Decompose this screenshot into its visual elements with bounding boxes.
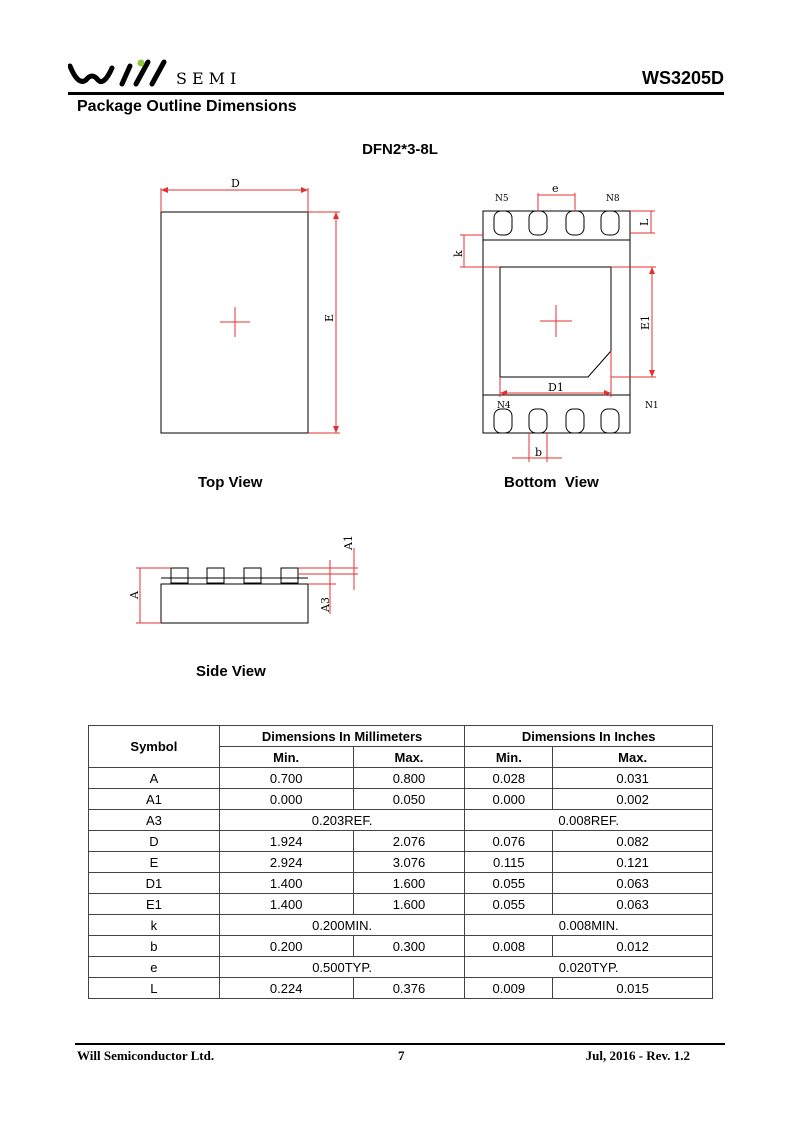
dim-label-b: b [535, 446, 543, 459]
dim-label-D: D [231, 177, 240, 190]
cell-in-min: 0.076 [465, 831, 553, 852]
dim-label-E: E [323, 313, 336, 322]
dim-label-L: L [638, 218, 651, 226]
cell-in-span: 0.008REF. [465, 810, 713, 831]
header-mm-min: Min. [219, 747, 353, 768]
table-row [89, 810, 713, 831]
cell-symbol: D1 [89, 873, 220, 894]
cell-in-max: 0.082 [553, 831, 713, 852]
cell-mm-span: 0.500TYP. [219, 957, 465, 978]
bottom-view-drawing [460, 193, 656, 462]
table-row [89, 768, 713, 789]
cell-mm-min: 0.200 [219, 936, 353, 957]
cell-mm-span: 0.200MIN. [219, 915, 465, 936]
cell-in-min: 0.028 [465, 768, 553, 789]
cell-in-max: 0.002 [553, 789, 713, 810]
footer-date-revision: Jul, 2016 - Rev. 1.2 [585, 1048, 690, 1063]
cell-mm-min: 1.400 [219, 873, 353, 894]
bottom-view-label: Bottom View [504, 474, 599, 491]
cell-in-min: 0.115 [465, 852, 553, 873]
dim-label-A1: A1 [342, 535, 355, 550]
cell-in-max: 0.063 [553, 894, 713, 915]
cell-mm-max: 2.076 [353, 831, 465, 852]
logo-text: SEMI [176, 69, 242, 88]
pin-label-n5: N5 [495, 194, 509, 204]
cell-in-min: 0.008 [465, 936, 553, 957]
table-row [89, 789, 713, 810]
pin-label-n1: N1 [645, 401, 659, 411]
cell-symbol: e [89, 957, 220, 978]
cell-in-max: 0.012 [553, 936, 713, 957]
pin-label-n8: N8 [606, 194, 620, 204]
cell-in-max: 0.015 [553, 978, 713, 999]
cell-mm-min: 0.224 [219, 978, 353, 999]
cell-in-max: 0.063 [553, 873, 713, 894]
table-row [89, 831, 713, 852]
cell-mm-max: 0.800 [353, 768, 465, 789]
cell-mm-min: 0.000 [219, 789, 353, 810]
cell-mm-min: 0.700 [219, 768, 353, 789]
cell-in-min: 0.055 [465, 894, 553, 915]
table-row [89, 894, 713, 915]
cell-mm-min: 2.924 [219, 852, 353, 873]
table-row [89, 957, 713, 978]
cell-in-span: 0.008MIN. [465, 915, 713, 936]
document-code: WS3205D [641, 68, 724, 88]
header-symbol: Symbol [89, 726, 220, 768]
cell-in-max: 0.121 [553, 852, 713, 873]
footer-company: Will Semiconductor Ltd. [77, 1048, 215, 1063]
section-title: Package Outline Dimensions [77, 98, 297, 115]
header-in-min: Min. [465, 747, 553, 768]
cell-mm-max: 0.050 [353, 789, 465, 810]
cell-symbol: A [89, 768, 220, 789]
cell-mm-max: 3.076 [353, 852, 465, 873]
cell-mm-max: 0.376 [353, 978, 465, 999]
package-name: DFN2*3-8L [362, 141, 438, 158]
cell-mm-max: 1.600 [353, 873, 465, 894]
cell-in-span: 0.020TYP. [465, 957, 713, 978]
header-in-max: Max. [553, 747, 713, 768]
top-view-label: Top View [198, 474, 263, 491]
cell-symbol: L [89, 978, 220, 999]
dim-label-D1: D1 [548, 381, 564, 394]
cell-symbol: A3 [89, 810, 220, 831]
header-mm: Dimensions In Millimeters [219, 726, 465, 747]
pin-label-n4: N4 [497, 401, 511, 411]
cell-mm-span: 0.203REF. [219, 810, 465, 831]
table-row [89, 873, 713, 894]
page-number: 7 [398, 1048, 405, 1063]
dim-label-A: A [128, 591, 141, 599]
side-view-label: Side View [196, 663, 266, 680]
cell-symbol: E1 [89, 894, 220, 915]
cell-mm-min: 1.924 [219, 831, 353, 852]
dimensions-table [88, 725, 713, 999]
footer-rule [75, 1043, 725, 1045]
cell-in-min: 0.055 [465, 873, 553, 894]
dim-label-A3: A3 [319, 597, 332, 612]
dim-label-E1: E1 [639, 314, 652, 330]
cell-in-max: 0.031 [553, 768, 713, 789]
cell-symbol: k [89, 915, 220, 936]
cell-in-min: 0.000 [465, 789, 553, 810]
cell-in-min: 0.009 [465, 978, 553, 999]
table-row [89, 852, 713, 873]
dim-label-k: k [452, 250, 465, 257]
dim-label-e: e [552, 182, 559, 195]
cell-mm-min: 1.400 [219, 894, 353, 915]
cell-mm-max: 0.300 [353, 936, 465, 957]
cell-mm-max: 1.600 [353, 894, 465, 915]
dimensions-table-body [89, 768, 713, 999]
table-row [89, 936, 713, 957]
cell-symbol: D [89, 831, 220, 852]
cell-symbol: b [89, 936, 220, 957]
top-view-drawing [161, 187, 340, 433]
cell-symbol: A1 [89, 789, 220, 810]
header-inch: Dimensions In Inches [465, 726, 713, 747]
header-mm-max: Max. [353, 747, 465, 768]
table-row [89, 978, 713, 999]
table-row [89, 915, 713, 936]
cell-symbol: E [89, 852, 220, 873]
